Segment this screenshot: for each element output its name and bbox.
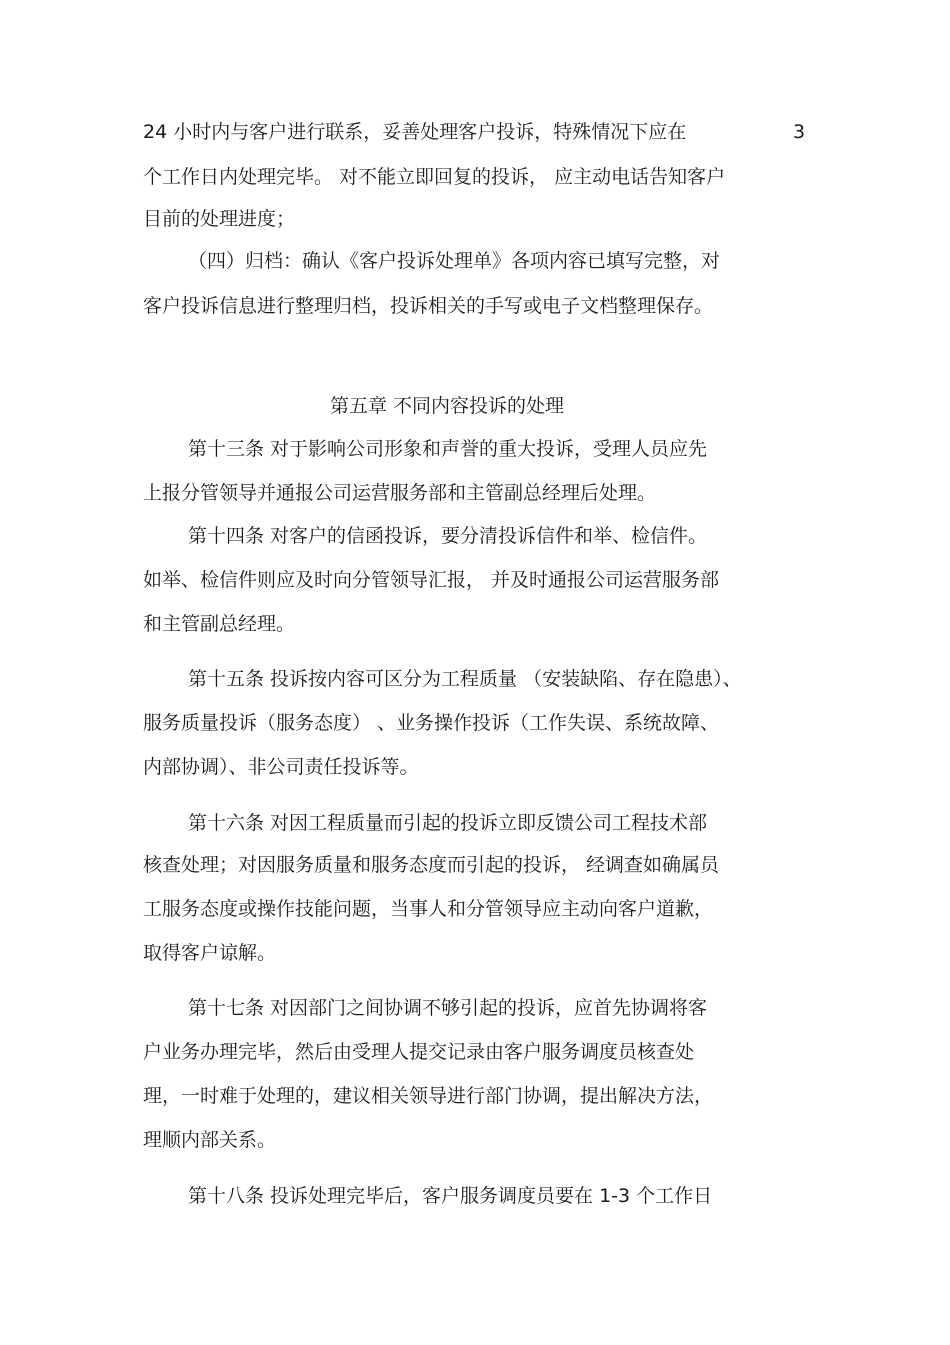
text-line: 个工作日内处理完毕。 对不能立即回复的投诉， 应主动电话告知客户 bbox=[143, 166, 726, 188]
text-line: 客户投诉信息进行整理归档，投诉相关的手写或电子文档整理保存。 bbox=[143, 295, 714, 317]
text-line: 如举、检信件则应及时向分管领导汇报， 并及时通报公司运营服务部 bbox=[143, 569, 720, 591]
text-line: 上报分管领导并通报公司运营服务部和主管副总经理后处理。 bbox=[143, 482, 657, 504]
text-line: 24 小时内与客户进行联系，妥善处理客户投诉，特殊情况下应在 bbox=[143, 121, 687, 143]
text-line: 第十四条 对客户的信函投诉，要分清投诉信件和举、检信件。 bbox=[188, 525, 708, 547]
text-line: 第十七条 对因部门之间协调不够引起的投诉，应首先协调将客 bbox=[188, 997, 708, 1019]
text-line: 第十五条 投诉按内容可区分为工程质量 （安装缺陷、存在隐患）、 bbox=[188, 668, 742, 690]
text-line: 理顺内部关系。 bbox=[143, 1129, 277, 1151]
text-line: 内部协调）、非公司责任投诉等。 bbox=[143, 756, 419, 778]
text-line: 服务质量投诉（服务态度） 、业务操作投诉（工作失误、系统故障、 bbox=[143, 712, 720, 734]
text-line: 3 bbox=[793, 121, 806, 143]
text-line: 第十六条 对因工程质量而引起的投诉立即反馈公司工程技术部 bbox=[188, 812, 708, 834]
text-line: 理，一时难于处理的，建议相关领导进行部门协调，提出解决方法， bbox=[143, 1085, 714, 1107]
text-line: 取得客户谅解。 bbox=[143, 942, 277, 964]
text-line: 第十三条 对于影响公司形象和声誉的重大投诉，受理人员应先 bbox=[188, 438, 708, 460]
text-line: 工服务态度或操作技能问题，当事人和分管领导应主动向客户道歉， bbox=[143, 898, 714, 920]
text-line: 目前的处理进度； bbox=[143, 208, 296, 230]
chapter-heading: 第五章 不同内容投诉的处理 bbox=[330, 395, 565, 417]
text-line: 核查处理；对因服务质量和服务态度而引起的投诉， 经调查如确属员 bbox=[143, 854, 720, 876]
text-line: 户业务办理完毕，然后由受理人提交记录由客户服务调度员核查处 bbox=[143, 1041, 695, 1063]
text-line: 和主管副总经理。 bbox=[143, 613, 296, 635]
text-line: （四）归档：确认《客户投诉处理单》各项内容已填写完整，对 bbox=[188, 250, 721, 272]
text-line: 第十八条 投诉处理完毕后，客户服务调度员要在 1-3 个工作日 bbox=[188, 1185, 713, 1207]
